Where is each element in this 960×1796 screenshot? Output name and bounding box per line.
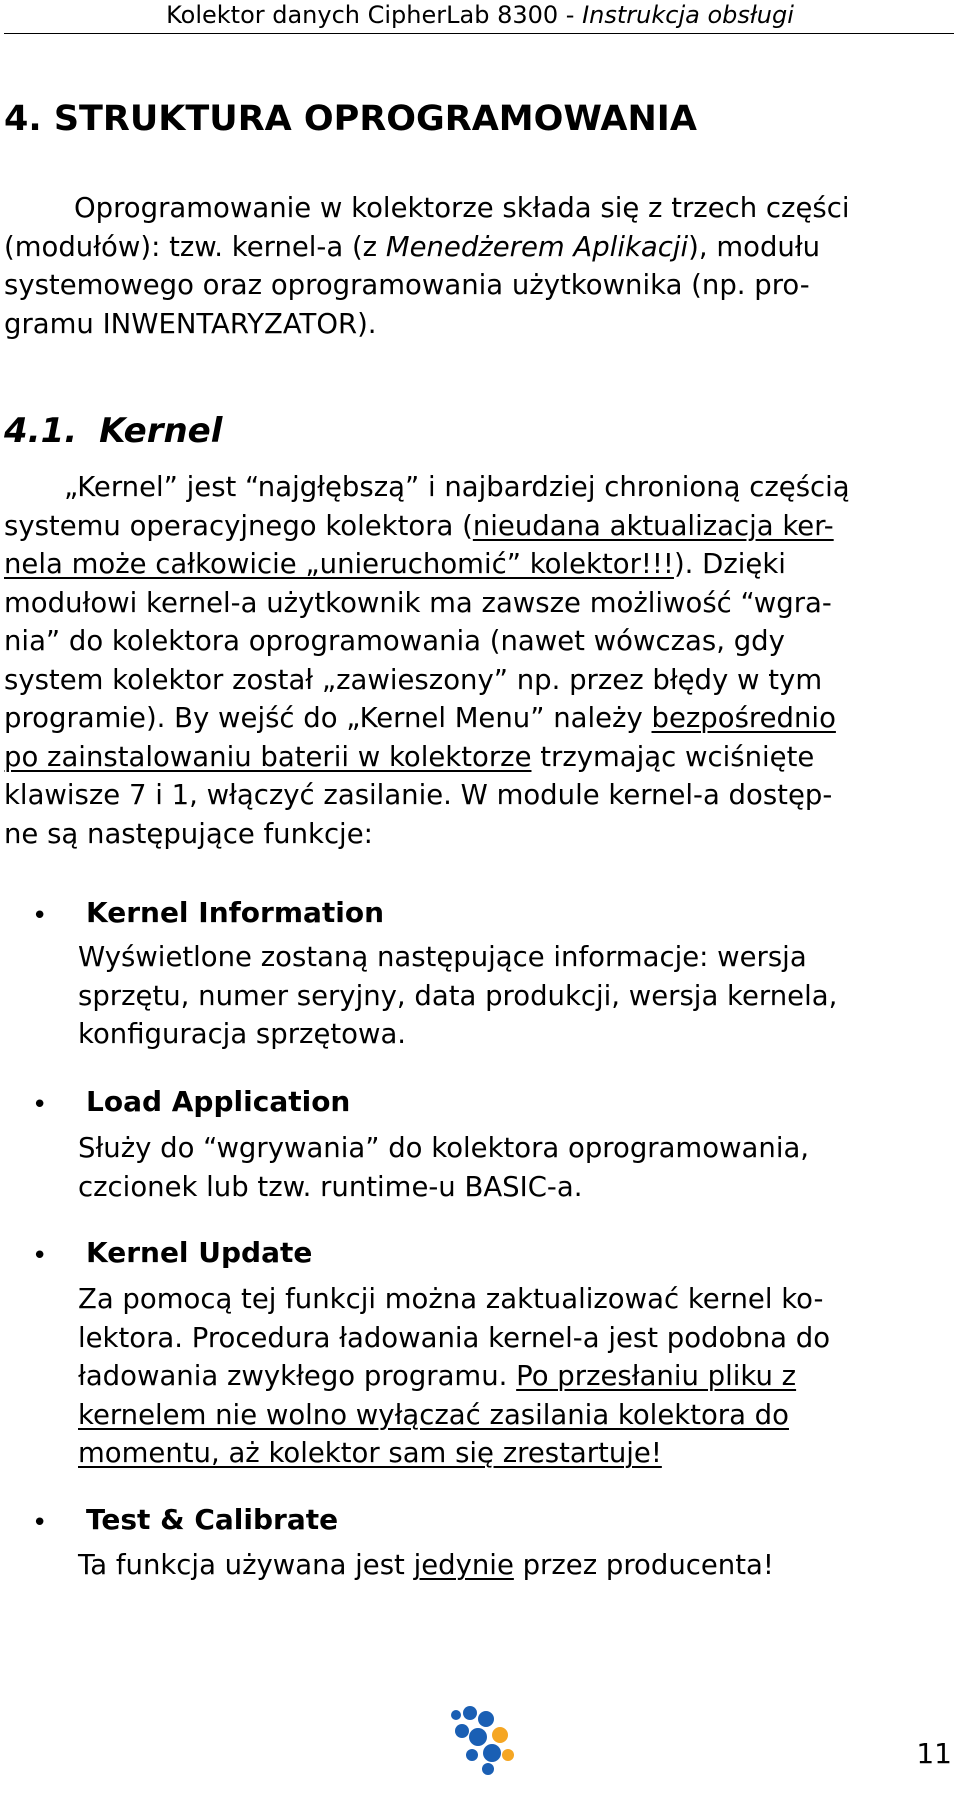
function-description: Za pomocą tej funkcji można zaktualizować kernel ko- lektora. Procedura ładowania kernel-a jest podobna do ładowania zwykłego programu. Po przesłaniu pliku z kernelem nie wolno wyłączać zasilania kolektora do momentu, aż kolektor sam się zrestartuje! [78,1280,954,1473]
kernel-line-2: systemu operacyjnego kolektora (nieudana aktualizacja ker- [4,509,834,542]
page-number: 11 [916,1737,952,1770]
intro-line-1: Oprogramowanie w kolektorze składa się z trzech części [74,192,850,224]
bullet-icon: • [32,1508,48,1538]
kernel-line-7: programie). By wejść do „Kernel Menu” należy bezpośrednio [4,702,836,734]
intro-paragraph [4,189,954,343]
subsection-title: Kernel [99,411,223,451]
header-title: Kolektor danych CipherLab 8300 - [166,1,583,29]
function-title: Load Application [86,1085,351,1118]
subsection-number: 4.1. [4,411,78,451]
function-title: Test & Calibrate [86,1503,339,1536]
warning-underline: Po przesłaniu pliku z [516,1360,797,1392]
function-title: Kernel Update [86,1236,313,1269]
kernel-line-4: modułowi kernel-a użytkownik ma zawsze możliwość “wgra- [4,586,832,619]
function-title: Kernel Information [86,896,385,929]
cipherlab-logo-graphic [448,1705,518,1777]
kernel-line-1: „Kernel” jest “najgłębszą” i najbardziej chronioną częścią [64,471,850,503]
kernel-paragraph [4,468,954,853]
bullet-icon: • [32,901,48,931]
function-description: Służy do “wgrywania” do kolektora oprogramowania, czcionek lub tzw. runtime-u BASIC-a. [78,1132,810,1203]
kernel-line-3: nela może całkowicie „unieruchomić” kolektor!!!). Dzięki [4,548,786,580]
emphasis-underline: jedynie [413,1549,514,1581]
kernel-line-10: ne są następujące funkcje: [4,817,373,850]
kernel-line-6: system kolektor został „zawieszony” np. przez błędy w tym [4,663,823,696]
running-header [0,0,960,34]
instruction-underline-2: po zainstalowaniu baterii w kolektorze [4,740,532,773]
intro-line-4: gramu INWENTARYZATOR). [4,307,377,340]
header-title-italic: Instrukcja obsługi [582,1,794,29]
instruction-underline-1: bezpośrednio [651,702,836,734]
bullet-icon: • [32,1241,48,1271]
section-heading: 4. STRUKTURA OPROGRAMOWANIA [4,99,697,139]
bullet-icon: • [32,1090,48,1120]
warning-underline-1: nieudana aktualizacja ker- [472,509,834,542]
kernel-line-9: klawisze 7 i 1, włączyć zasilanie. W module kernel-a dostęp- [4,779,833,811]
intro-line-2: (modułów): tzw. kernel-a (z Menedżerem Aplikacji), modułu [4,230,821,263]
app-manager-term: Menedżerem Aplikacji [385,230,689,263]
function-description: Ta funkcja używana jest jedynie przez producenta! [78,1549,774,1581]
intro-line-3: systemowego oraz oprogramowania użytkownika (np. pro- [4,269,810,301]
cipherlab-logo-icon [448,1705,518,1777]
header-divider [4,33,954,34]
warning-underline: kernelem nie wolno wyłączać zasilania kolektora do [78,1398,789,1431]
warning-underline-2: nela może całkowicie „unieruchomić” kolektor!!! [4,548,674,580]
kernel-line-8: po zainstalowaniu baterii w kolektorze trzymając wciśnięte [4,740,815,773]
warning-underline: momentu, aż kolektor sam się zrestartuje! [78,1437,662,1469]
kernel-line-5: nia” do kolektora oprogramowania (nawet wówczas, gdy [4,625,785,657]
subsection-heading [4,410,222,452]
function-description: Wyświetlone zostaną następujące informacje: wersja sprzętu, numer seryjny, data produkcji, wersja kernela, konfiguracja sprzętowa. [78,941,838,1050]
